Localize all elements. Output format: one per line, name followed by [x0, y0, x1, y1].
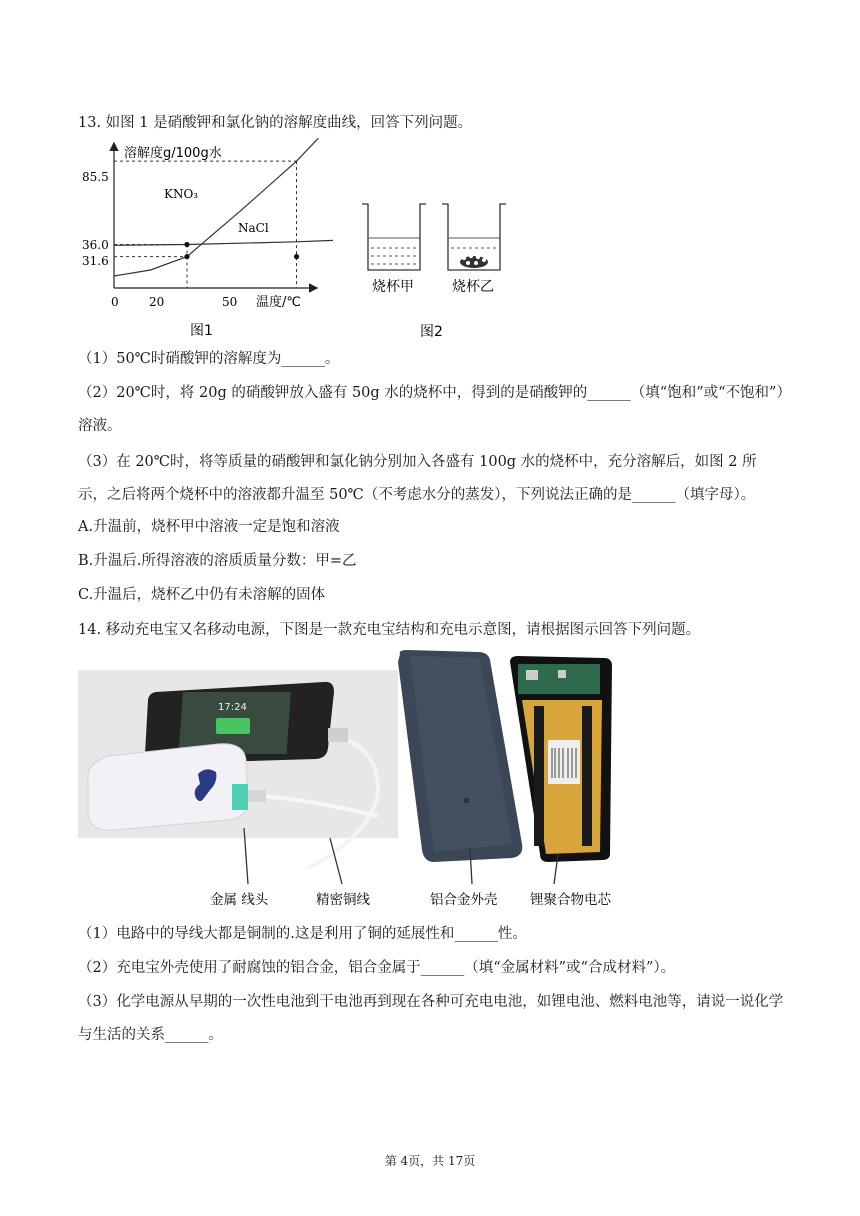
q13-part1: （1）50℃时硝酸钾的溶解度为______。	[78, 351, 340, 367]
ytick-31-6: 31.6	[82, 254, 109, 268]
marked-point-2	[294, 254, 299, 259]
marked-point-0	[184, 254, 189, 259]
label-copper-wire: 精密铜线	[316, 892, 370, 908]
beakers-figure	[356, 196, 516, 340]
ytick-36-0: 36.0	[82, 238, 109, 252]
xtick-50: 50	[222, 295, 238, 309]
y-axis-label: 溶解度g/100g水	[124, 146, 222, 161]
q14-stem: 14. 移动充电宝又名移动电源，下图是一款充电宝结构和充电示意图，请根据图示回答下列问题。	[78, 622, 701, 638]
xtick-0: 0	[111, 295, 119, 309]
label-metal-connector: 金属 线头	[210, 892, 269, 908]
power-bank	[88, 744, 248, 830]
beaker-a-label: 烧杯甲	[372, 279, 414, 295]
label-lithium-cell: 锂聚合物电芯	[530, 892, 611, 908]
x-axis-label: 温度/℃	[256, 295, 301, 310]
fig2-caption: 图2	[420, 324, 443, 340]
q13-option-b: B.升温后.所得溶液的溶质质量分数：甲=乙	[78, 553, 357, 569]
power-bank-figure	[78, 648, 638, 912]
beaker-a-solution	[368, 238, 420, 264]
q13-option-c: C.升温后，烧杯乙中仍有未溶解的固体	[78, 587, 326, 603]
beaker-a	[362, 204, 426, 270]
beaker-b-solution	[448, 238, 500, 248]
beaker-b-label: 烧杯乙	[452, 279, 494, 295]
q13-part2: （2）20℃时，将 20g 的硝酸钾放入盛有 50g 水的烧杯中，得到的是硝酸钾的______（填“饱和”或“不饱和”）溶液。	[78, 385, 784, 434]
fig1-caption: 图1	[190, 323, 213, 339]
page-footer: 第 4页，共 17页	[384, 1154, 476, 1168]
kno3-label: KNO₃	[164, 187, 199, 201]
svg-text:17:24: 17:24	[218, 702, 247, 713]
aluminum-case	[398, 650, 522, 862]
q13-stem: 13. 如图 1 是硝酸钾和氯化钠的溶解度曲线，回答下列问题。	[78, 115, 473, 131]
q14-part1: （1）电路中的导线大都是铜制的.这是利用了铜的延展性和______性。	[78, 926, 527, 942]
series-line-nacl	[114, 240, 333, 245]
xtick-20: 20	[149, 295, 165, 309]
undissolved-solid	[460, 254, 488, 268]
q14-part3: （3）化学电源从早期的一次性电池到干电池再到现在各种可充电电池，如锂电池、燃料电池等，请说一说化学与生活的关系______。	[78, 994, 784, 1043]
solubility-chart	[78, 138, 338, 340]
ytick-85-5: 85.5	[82, 170, 109, 184]
battery-cell	[510, 656, 612, 862]
marked-point-1	[184, 242, 189, 247]
q13-option-a: A.升温前，烧杯甲中溶液一定是饱和溶液	[78, 519, 340, 535]
q14-part2: （2）充电宝外壳使用了耐腐蚀的铝合金，铝合金属于______（填“金属材料”或“合成材料”）。	[78, 960, 676, 976]
label-aluminum-case: 铝合金外壳	[430, 892, 498, 908]
q13-part3: （3）在 20℃时，将等质量的硝酸钾和氯化钠分别加入各盛有 100g 水的烧杯中，充分溶解后，如图 2 所示，之后将两个烧杯中的溶液都升温至 50℃（不考虑水分的蒸发），下列说法正确的是______（填字母）。	[78, 454, 757, 503]
nacl-label: NaCl	[238, 221, 269, 235]
